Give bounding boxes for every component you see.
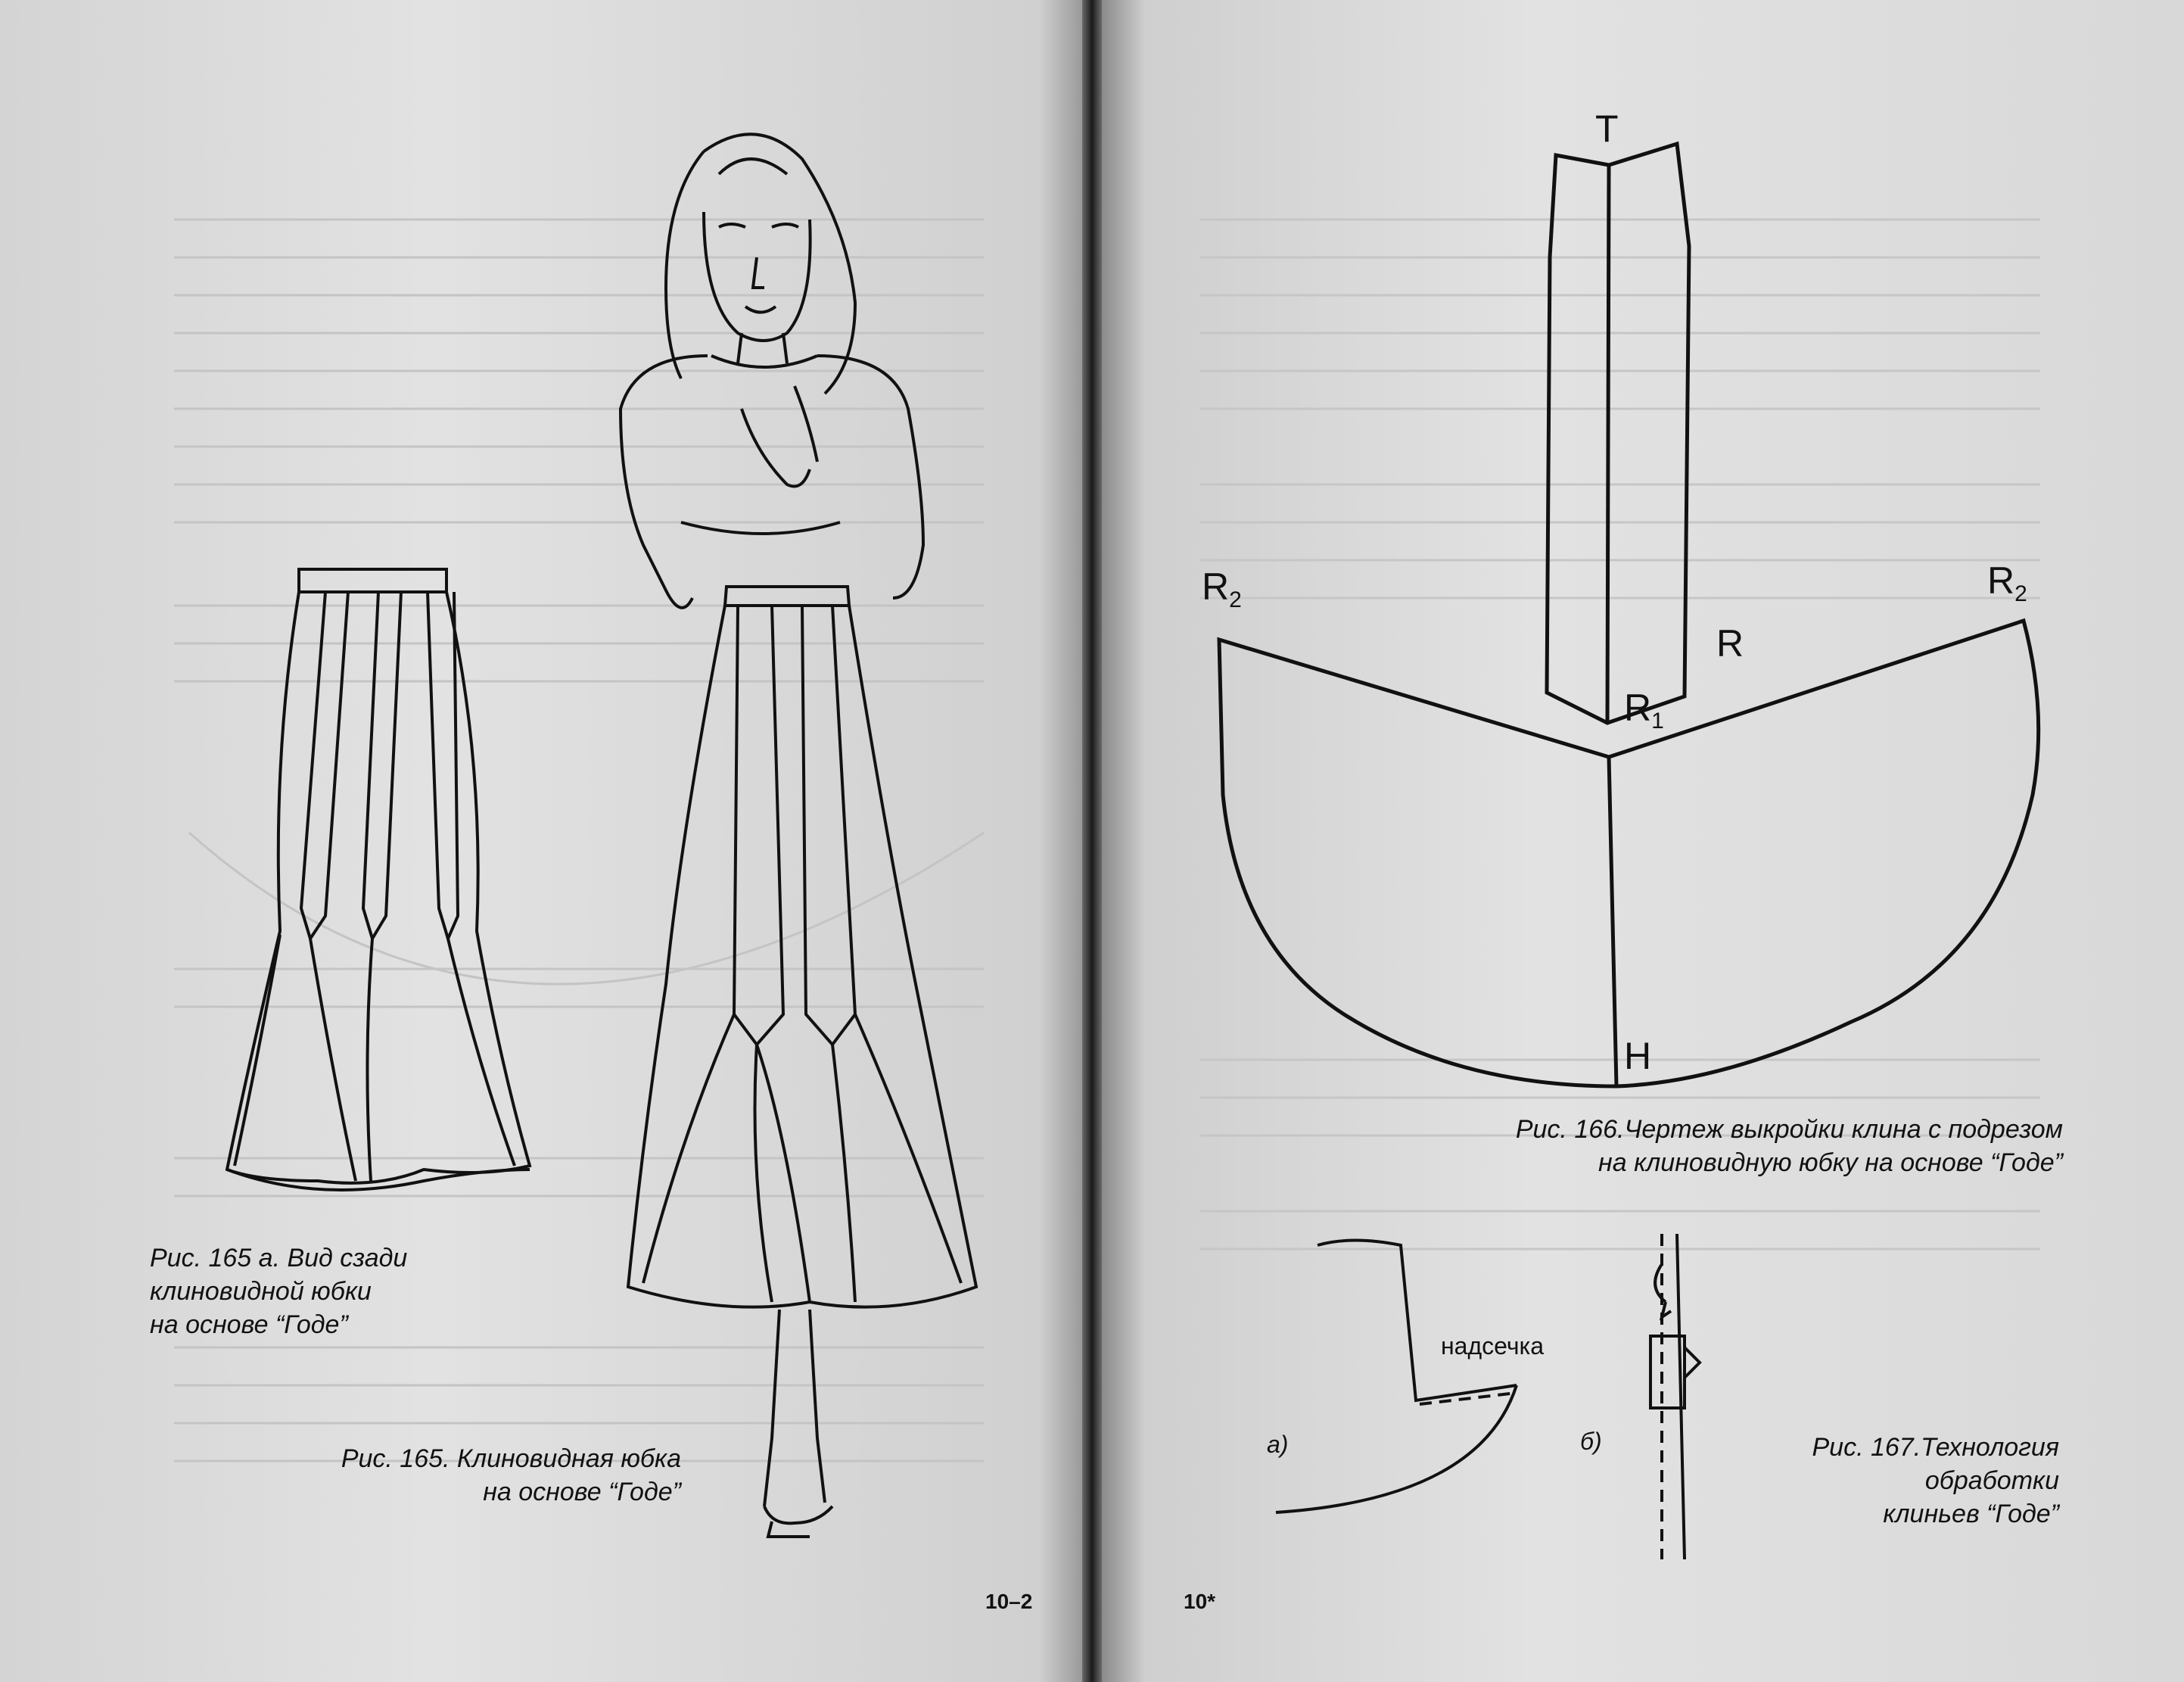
caption-fig-166 xyxy=(1516,1113,2063,1179)
label-R2-left-main: R xyxy=(1202,565,1230,608)
page-number-left: 10–2 xyxy=(985,1590,1033,1613)
left-page-illustrations xyxy=(0,0,1082,1682)
right-page xyxy=(1102,0,2184,1682)
upper-gore-strip xyxy=(1547,144,1689,723)
caption-167-line: Рис. 167.Технология xyxy=(1812,1433,2059,1462)
label-R2-right-main: R xyxy=(1987,559,2015,602)
label-R2-left xyxy=(1202,565,1242,612)
caption-167-line: клиньев “Годе” xyxy=(1883,1500,2059,1528)
caption-166-line: Рис. 166.Чертеж выкройки клина с подрезом xyxy=(1515,1115,2063,1144)
fig167-part-a: а) xyxy=(1267,1431,1289,1458)
caption-165a-line: клиновидной юбки xyxy=(150,1277,372,1306)
label-R1-sub: 1 xyxy=(1651,709,1664,734)
page-number-right: 10* xyxy=(1184,1590,1216,1613)
caption-165-line: Рис. 165. Клиновидная юбка xyxy=(341,1444,681,1473)
woman-figure-drawing xyxy=(621,134,976,1537)
book-gutter xyxy=(1082,0,1102,1682)
label-R: R xyxy=(1716,622,1744,665)
left-page xyxy=(0,0,1082,1682)
label-R2-right xyxy=(1987,559,2027,606)
fig167-part-b: б) xyxy=(1580,1428,1602,1455)
caption-165a-line: Рис. 165 а. Вид сзади xyxy=(150,1244,408,1272)
label-R1 xyxy=(1624,689,1664,733)
label-R1-main: R xyxy=(1624,687,1652,729)
label-H: H xyxy=(1624,1035,1652,1077)
fig167b-drawing xyxy=(1650,1234,1700,1559)
fig167a-drawing xyxy=(1276,1241,1517,1513)
bleed-through-text xyxy=(1200,220,2040,1249)
caption-166-line: на клиновидную юбку на основе “Годе” xyxy=(1598,1148,2063,1177)
caption-fig-165a xyxy=(150,1241,407,1341)
flare-centerline xyxy=(1609,757,1616,1086)
caption-165-line: на основе “Годе” xyxy=(483,1478,681,1506)
label-T: T xyxy=(1595,107,1619,150)
label-R2-left-sub: 2 xyxy=(1229,587,1242,612)
caption-fig-165 xyxy=(341,1442,681,1509)
skirt-back-view-drawing xyxy=(227,569,530,1190)
label-R2-right-sub: 2 xyxy=(2014,581,2027,606)
upper-strip-centerline xyxy=(1607,165,1609,723)
notch-label: надсечка xyxy=(1441,1332,1545,1360)
caption-fig-167 xyxy=(1812,1431,2059,1531)
caption-165a-line: на основе “Годе” xyxy=(150,1310,348,1339)
gore-pattern-drawing xyxy=(1219,144,2039,1086)
right-page-illustrations xyxy=(1102,0,2184,1682)
caption-167-line: обработки xyxy=(1924,1466,2059,1495)
